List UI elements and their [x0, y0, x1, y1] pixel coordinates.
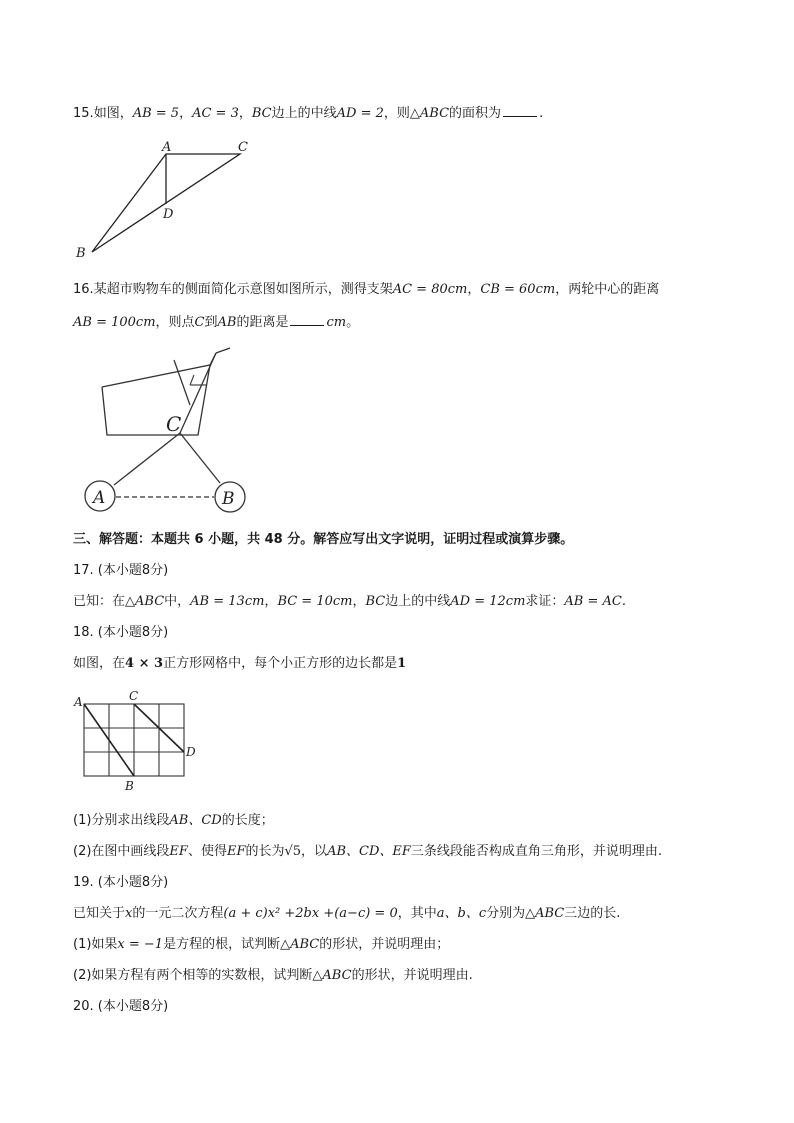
- text: ，: [264, 594, 278, 609]
- text: ，两轮中心的距离: [555, 282, 660, 297]
- math: △ABC: [125, 594, 165, 609]
- math: AB = 100cm: [73, 315, 156, 330]
- section-heading: 三、解答题：本题共 6 小题，共 48 分。解答应写出文字说明，证明过程或演算步骤。: [73, 532, 574, 547]
- text: 中，: [164, 594, 191, 609]
- text: 已知：在: [73, 594, 126, 609]
- text: 的形状，并说明理由.: [351, 968, 473, 983]
- text: 的面积为: [449, 106, 502, 121]
- text: 的距离是: [236, 315, 289, 330]
- label-b: B: [76, 246, 86, 261]
- math: △ABC: [280, 937, 320, 952]
- text: ，其中: [397, 906, 437, 921]
- q15-text: [73, 104, 543, 122]
- math: BC: [251, 106, 272, 121]
- text: ，: [238, 106, 252, 121]
- label-c: C: [129, 689, 139, 703]
- q17-text: [73, 594, 626, 610]
- q19-part2: [73, 968, 473, 984]
- q17-header: 17. (本小题8分): [73, 563, 169, 578]
- label-a: A: [162, 140, 172, 155]
- text: (1)分别求出线段: [73, 813, 170, 828]
- label-b: B: [222, 489, 235, 509]
- label-b: B: [125, 779, 134, 793]
- text: (2)在图中画线段: [73, 844, 170, 859]
- cart-small-triangle-2: [190, 375, 194, 385]
- q18-intro: [73, 656, 406, 672]
- text: ，: [467, 282, 481, 297]
- label-d: D: [186, 745, 196, 759]
- math: AB: [217, 315, 237, 330]
- text: 。: [346, 315, 360, 330]
- answer-blank: [290, 313, 324, 326]
- q18-part2: [73, 844, 662, 860]
- math: EF: [226, 844, 246, 859]
- math: AB、CD、EF: [327, 844, 411, 859]
- text: ，: [179, 106, 193, 121]
- question-number: 15.: [73, 106, 94, 121]
- text: (2)如果方程有两个相等的实数根，试判断: [73, 968, 313, 983]
- text: .: [539, 106, 544, 121]
- text: 三条线段能否构成直角三角形，并说明理由.: [410, 844, 663, 859]
- math: a、b、c: [436, 906, 487, 921]
- cart-inner-strut: [174, 360, 190, 405]
- label-a: A: [93, 488, 106, 508]
- math: AD = 12cm: [450, 594, 526, 609]
- math: △ABC: [409, 106, 450, 121]
- q20-header: 20. (本小题8分): [73, 999, 169, 1014]
- text: ，则: [383, 106, 410, 121]
- support-cb: [180, 433, 220, 483]
- text: 是方程的根，试判断: [163, 937, 281, 952]
- text: 的长为: [245, 844, 285, 859]
- label-d: D: [163, 207, 174, 222]
- label-c: C: [238, 140, 248, 155]
- text: ，则点: [155, 315, 195, 330]
- text: 正方形网格中，每个小正方形的边长都是: [163, 656, 398, 671]
- math: (a + c)x² +2bx +(a−c) = 0: [223, 906, 398, 921]
- math: x: [125, 906, 133, 921]
- q16-text-line2: [73, 313, 359, 331]
- math: 4 × 3: [125, 656, 164, 671]
- math-sqrt: √5: [284, 844, 302, 859]
- text: 如图，: [93, 106, 133, 121]
- math: AC = 3: [192, 106, 239, 121]
- q18-grid-figure: [70, 686, 210, 796]
- question-number: 16.: [73, 282, 94, 297]
- math: cm: [326, 315, 347, 330]
- math: BC: [365, 594, 386, 609]
- math: CB = 60cm: [480, 282, 556, 297]
- math: △ABC: [312, 968, 352, 983]
- math: AD = 2: [336, 106, 384, 121]
- text: 三边的长.: [564, 906, 621, 921]
- q19-header: 19. (本小题8分): [73, 875, 169, 890]
- text: .: [621, 594, 626, 609]
- answer-blank: [503, 104, 537, 117]
- q18-part1: [73, 813, 274, 829]
- text: 已知关于: [73, 906, 126, 921]
- text: (1)如果: [73, 937, 118, 952]
- text: 某超市购物车的侧面简化示意图如图所示，测得支架: [93, 282, 393, 297]
- text: ，以: [301, 844, 328, 859]
- math: C: [194, 315, 205, 330]
- math: △ABC: [525, 906, 565, 921]
- text: 的一元二次方程: [132, 906, 224, 921]
- q18-header: 18. (本小题8分): [73, 625, 169, 640]
- math: EF: [169, 844, 188, 859]
- q16-text-line1: [73, 282, 659, 298]
- text: 求证：: [525, 594, 565, 609]
- math: AB = AC: [564, 594, 622, 609]
- cart-handle: [216, 348, 230, 353]
- text: 的形状，并说明理由；: [319, 937, 450, 952]
- label-c: C: [166, 412, 182, 436]
- math: AC = 80cm: [392, 282, 468, 297]
- text: 边上的中线: [385, 594, 451, 609]
- text: 到: [204, 315, 218, 330]
- q19-part1: [73, 937, 449, 953]
- math: 1: [397, 656, 407, 671]
- support-ac: [114, 433, 180, 485]
- math: x = −1: [117, 937, 164, 952]
- q15-figure: [70, 138, 260, 262]
- text: 分别为: [486, 906, 526, 921]
- text: ，: [352, 594, 366, 609]
- label-a: A: [74, 695, 83, 709]
- text: 如图，在: [73, 656, 126, 671]
- text: 的长度；: [221, 813, 274, 828]
- text: 、使得: [187, 844, 227, 859]
- q16-cart-figure: [80, 345, 255, 517]
- text: 边上的中线: [271, 106, 337, 121]
- math: BC = 10cm: [277, 594, 353, 609]
- math: AB = 5: [132, 106, 180, 121]
- q19-text: [73, 906, 620, 922]
- math: AB、CD: [169, 813, 222, 828]
- math: AB = 13cm: [190, 594, 265, 609]
